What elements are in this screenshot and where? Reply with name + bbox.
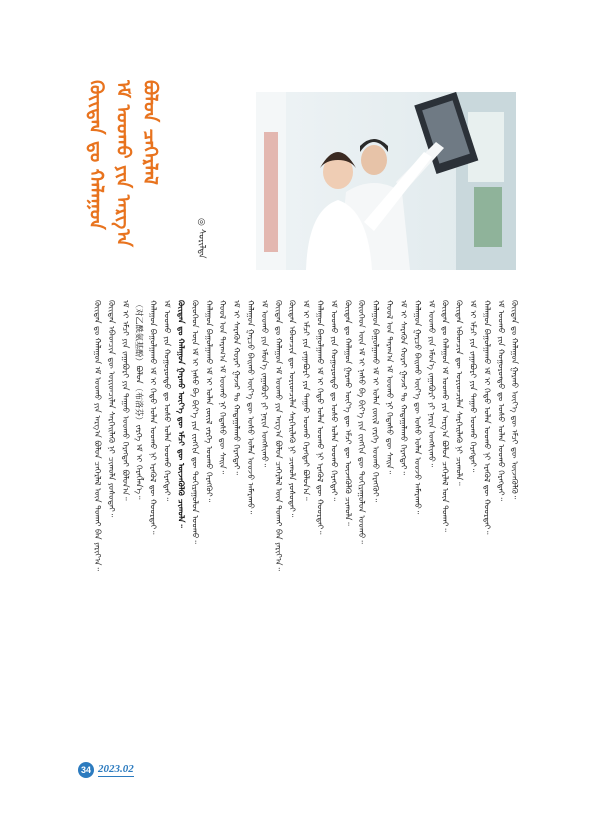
text-column: ᠡᠮ ᠤᠤᠬᠤ ᠶᠢᠨ ᠬᠣᠭᠣᠷᠣᠨᠳᠣ ᠳᠤ ᠤᠰᠤ ᠣᠯᠠᠨ ᠤᠤᠬᠤ ᠬᠡᠷᠡᠭᠲᠡᠢ᠃ (496, 300, 507, 501)
text-column: ᠬᠣᠣᠯ ᠤᠨ ᠳᠠᠷᠠᠭ᠎ᠠ ᠡᠮ ᠤᠤᠬᠤ ᠨᠢ ᠭᠡᠳᠡᠰᠦ ᠳᠦ ᠰᠠᠢᠨ᠃ (385, 300, 395, 475)
title-line-3: ᠪᠣᠯᠣᠨ ᠴᠡᠭᠡᠷᠯᠡᠯ (139, 80, 161, 185)
text-column: ᠡᠮ ᠤᠤᠬᠤ ᠶᠢᠨ ᠡᠮᠦᠨ᠎ᠡ ᠵᠠᠭᠠᠪᠤᠷᠢ ᠶᠢ ᠨᠠᠷᠢᠨ ᠤᠩᠰᠢᠬᠤ᠃ (426, 300, 437, 468)
title-line-2: ᠡᠮ ᠤᠤᠬᠤ ᠶᠢᠨ ᠠᠷᠭ᠎ᠠ (112, 80, 134, 247)
text-column: ᠡᠮ ᠢ ᠡᠮᠴᠢ ᠶᠢᠨ ᠵᠠᠭᠠᠪᠤᠷᠢ ᠶᠢᠨ ᠳᠠᠭᠠᠤ ᠤᠤᠬᠤ ᠬᠡᠷᠡᠭᠲᠡᠢ᠃ (468, 300, 479, 473)
text-column: ᠬᠠᠯᠠᠭᠤᠨ ᠪᠠᠭᠤᠯᠭᠠᠬᠤ ᠡᠮ ᠢ ᠬᠡᠲᠦ ᠣᠯᠠᠨ ᠤᠤᠬᠤ ᠨᠢ ᠡᠷᠡᠭᠦᠯ ᠳᠦ ᠬᠣᠣᠷᠲᠠᠢ᠃ (482, 300, 493, 535)
text-column: ᠬᠠᠯᠠᠭᠤᠨ ᠭᠠᠷᠴᠤ ᠪᠠᠢᠬᠤ ᠦᠶ᠎ᠡ ᠳᠦ ᠤᠰᠤ ᠣᠯᠠᠨ ᠤᠤᠵᠤ ᠠᠮᠠᠷᠠᠬᠤ᠃ (412, 300, 423, 515)
text-column: ᠡᠮ ᠤᠤᠬᠤ ᠶᠢᠨ ᠬᠣᠭᠣᠷᠣᠨᠳᠣ ᠳᠤ ᠤᠰᠤ ᠣᠯᠠᠨ ᠤᠤᠬᠤ ᠬᠡᠷᠡᠭᠲᠡᠢ᠃ (329, 300, 340, 501)
text-column: ᠬᠦᠦᠬᠡᠳ ᠦᠨ ᠡᠮ ᠢ ᠨᠠᠰᠤ ᠪᠠ ᠪᠢᠶ᠎ᠡ ᠶᠢᠨ ᠵᠢᠩᠬᠢᠨ ᠳᠦ ᠲᠣᠬᠢᠷᠠᠭᠤᠯᠤᠨ ᠤᠤᠬᠤ᠃ (190, 300, 201, 544)
text-column: ᠡᠮ ᠤᠤᠬᠤ ᠶᠢᠨ ᠬᠣᠭᠣᠷᠣᠨᠳᠣ ᠳᠤ ᠤᠰᠤ ᠣᠯᠠᠨ ᠤᠤᠬᠤ ᠬᠡᠷᠡᠭᠲᠡᠢ᠃ (162, 300, 173, 501)
text-column: ᠬᠦᠢᠲᠡᠨ ᠳᠤ ᠬᠠᠯᠠᠭᠤᠨ ᠡᠮ ᠤᠤᠬᠤ ᠶᠢᠨ ᠠᠷᠭ᠎ᠠ ᠪᠣᠯᠣᠨ ᠴᠡᠭᠡᠷᠯᠡᠯ ᠦᠨ ᠲᠤᠬᠠᠢ ᠪᠠᠨ ᠶᠠᠷᠢᠶ᠎ᠠ᠃ (273, 300, 284, 572)
text-column: ᠡᠮ ᠢ ᠰᠡᠷᠡᠭᠦᠨ ᠬᠤᠷᠠᠢ ᠭᠠᠵᠠᠷ ᠲᠤ ᠬᠠᠳᠠᠭᠠᠯᠠᠬᠤ ᠬᠡᠷᠡᠭᠲᠡᠢ᠃ (398, 300, 409, 476)
page-footer (78, 762, 134, 778)
text-column: ᠬᠦᠦᠬᠡᠳ ᠦᠨ ᠡᠮ ᠢ ᠨᠠᠰᠤ ᠪᠠ ᠪᠢᠶ᠎ᠡ ᠶᠢᠨ ᠵᠢᠩᠬᠢᠨ ᠳᠦ ᠲᠣᠬᠢᠷᠠᠭᠤᠯᠤᠨ ᠤᠤᠬᠤ᠃ (357, 300, 368, 544)
text-column: ᠡᠮ ᠢ ᠡᠮᠴᠢ ᠶᠢᠨ ᠵᠠᠭᠠᠪᠤᠷᠢ ᠶᠢᠨ ᠳᠠᠭᠠᠤ ᠤᠤᠬᠤ ᠬᠡᠷᠡᠭᠲᠡᠢ ᠪᠣᠯᠤᠨ᠎ᠠ᠃ (301, 300, 312, 501)
text-column: ᠬᠠᠯᠠᠭᠤᠨ ᠪᠠᠭᠤᠯᠭᠠᠬᠤ ᠡᠮ ᠢ ᠬᠡᠲᠦ ᠣᠯᠠᠨ ᠤᠤᠬᠤ ᠨᠢ ᠡᠷᠡᠭᠦᠯ ᠳᠦ ᠬᠣᠣᠷᠲᠠᠢ᠃ (315, 300, 326, 535)
text-column: ᠬᠣᠣᠯ ᠤᠨ ᠳᠠᠷᠠᠭ᠎ᠠ ᠡᠮ ᠤᠤᠬᠤ ᠨᠢ ᠭᠡᠳᠡᠰᠦ ᠳᠦ ᠰᠠᠢᠨ᠃ (218, 300, 229, 475)
text-column: ᠡᠮ ᠤᠤᠬᠤ ᠶᠢᠨ ᠡᠮᠦᠨ᠎ᠡ ᠵᠠᠭᠠᠪᠤᠷᠢ ᠶᠢ ᠨᠠᠷᠢᠨ ᠤᠩᠰᠢᠬᠤ᠃ (259, 300, 270, 468)
text-column: ᠬᠠᠯᠠᠭᠤᠨ ᠪᠠᠭᠤᠯᠭᠠᠬᠤ ᠡᠮ ᠢ ᠬᠡᠲᠦ ᠣᠯᠠᠨ ᠤᠤᠬᠤ ᠨᠢ ᠡᠷᠡᠭᠦᠯ ᠳᠦ ᠬᠣᠣᠷᠲᠠᠢ᠃ (148, 300, 159, 535)
article-title (84, 80, 162, 310)
text-column: ᠬᠦᠢᠲᠡᠨ ᠳᠤ ᠬᠠᠯᠠᠭᠤᠨ ᠭᠠᠷᠬᠤ ᠦᠶ᠎ᠡ ᠳᠦ ᠡᠮᠴᠢ ᠳᠦ ᠦᠵᠡᠭᠦᠯᠬᠦ ᠴᠢᠬᠤᠯᠠ᠃ (343, 300, 354, 526)
section-heading: ᠬᠦᠢᠲᠡᠨ ᠳᠤ ᠬᠠᠯᠠᠭᠤᠨ ᠭᠠᠷᠬᠤ ᠦᠶ᠎ᠡ ᠳᠦ ᠡᠮᠴᠢ ᠳᠦ ᠦᠵᠡᠭᠦᠯᠬᠦ ᠴᠢᠬᠤᠯᠠ᠃ (176, 300, 187, 528)
text-column: ᠬᠠᠯᠠᠭᠤᠨ ᠪᠠᠭᠤᠯᠭᠠᠬᠤ ᠡᠮ ᠢ ᠣᠯᠠᠨ ᠵᠦᠢᠯ ᠵᠡᠷᠭᠡ ᠤᠤᠬᠤ ᠬᠡᠷᠡᠭᠭᠦᠢ᠃ (371, 300, 382, 503)
text-column: ᠬᠦᠢᠲᠡᠨ ᠳᠤ ᠬᠠᠯᠠᠭᠤᠨ ᠡᠮ ᠤᠤᠬᠤ ᠶᠢᠨ ᠠᠷᠭ᠎ᠠ ᠪᠣᠯᠣᠨ ᠴᠡᠭᠡᠷᠯᠡᠯ ᠦᠨ ᠲᠤᠬᠠᠢ ᠪᠠᠨ ᠶᠠᠷᠢᠶ᠎ᠠ᠃ (93, 300, 103, 572)
article-body (92, 300, 520, 742)
doctors-photo (256, 92, 516, 270)
issue-label: 2023.02 (98, 763, 134, 775)
page-number: 34 (78, 762, 94, 778)
text-column: ᠬᠦᠢᠲᠡᠨ ᠳᠤ ᠬᠠᠯᠠᠭᠤᠨ ᠡᠮ ᠤᠤᠬᠤ ᠶᠢᠨ ᠠᠷᠭ᠎ᠠ ᠪᠣᠯᠣᠨ ᠴᠡᠭᠡᠷᠯᠡᠯ ᠦᠨ ᠲᠤᠬᠠᠢ᠃ (440, 300, 451, 532)
doctors-examining-xray-photo (256, 92, 516, 270)
text-column: ᠬᠦᠢᠲᠡᠨ ᠳᠤ ᠬᠠᠯᠠᠭᠤᠨ ᠭᠠᠷᠬᠤ ᠦᠶ᠎ᠡ ᠳᠦ ᠡᠮᠴᠢ ᠳᠦ ᠦᠵᠡᠭᠦᠯᠬᠦ᠃ (510, 300, 520, 500)
author-byline: ◎ ᠰᠣᠷᠢᠯᠲᠠ (196, 218, 206, 259)
text-column: （对乙酰氨基酚）ᠪᠣᠯᠤᠨ（布洛芬）ᠵᠡᠷᠭᠡ ᠡᠮ ᠢ ᠬᠡᠷᠡᠭᠯᠡᠨ᠎ᠡ᠃ (134, 300, 145, 500)
text-column: ᠬᠦᠢᠲᠡᠨ ᠡᠪᠡᠳᠴᠢᠨ ᠳᠦ ᠤᠷᠢᠳᠴᠢᠯᠠᠨ ᠰᠡᠷᠭᠡᠢᠯᠡᠬᠦ ᠨᠢ ᠴᠢᠬᠤᠯᠠ ᠶᠣᠰᠣᠲᠠᠢ᠃ (106, 300, 117, 518)
title-line-1: ᠬᠦᠢᠲᠡᠨ ᠳᠤ ᠬᠠᠯᠠᠭᠤᠨ (85, 80, 107, 230)
text-column: ᠬᠠᠯᠠᠭᠤᠨ ᠪᠠᠭᠤᠯᠭᠠᠬᠤ ᠡᠮ ᠢ ᠣᠯᠠᠨ ᠵᠦᠢᠯ ᠵᠡᠷᠭᠡ ᠤᠤᠬᠤ ᠬᠡᠷᠡᠭᠭᠦᠢ᠃ (204, 300, 215, 503)
text-column: ᠡᠮ ᠢ ᠰᠡᠷᠡᠭᠦᠨ ᠬᠤᠷᠠᠢ ᠭᠠᠵᠠᠷ ᠲᠤ ᠬᠠᠳᠠᠭᠠᠯᠠᠬᠤ ᠬᠡᠷᠡᠭᠲᠡᠢ᠃ (232, 300, 242, 476)
text-column: ᠡᠮ ᠢ ᠡᠮᠴᠢ ᠶᠢᠨ ᠵᠠᠭᠠᠪᠤᠷᠢ ᠶᠢᠨ ᠳᠠᠭᠠᠤ ᠤᠤᠬᠤ ᠬᠡᠷᠡᠭᠲᠡᠢ ᠪᠣᠯᠤᠨ᠎ᠠ᠃ (120, 300, 131, 501)
text-column: ᠬᠦᠢᠲᠡᠨ ᠡᠪᠡᠳᠴᠢᠨ ᠳᠦ ᠤᠷᠢᠳᠴᠢᠯᠠᠨ ᠰᠡᠷᠭᠡᠢᠯᠡᠬᠦ ᠨᠢ ᠴᠢᠬᠤᠯᠠ ᠶᠣᠰᠣᠲᠠᠢ᠃ (287, 300, 298, 518)
text-column: ᠬᠦᠢᠲᠡᠨ ᠡᠪᠡᠳᠴᠢᠨ ᠳᠦ ᠤᠷᠢᠳᠴᠢᠯᠠᠨ ᠰᠡᠷᠭᠡᠢᠯᠡᠬᠦ ᠨᠢ ᠴᠢᠬᠤᠯᠠ᠃ (454, 300, 465, 486)
text-column: ᠬᠠᠯᠠᠭᠤᠨ ᠭᠠᠷᠴᠤ ᠪᠠᠢᠬᠤ ᠦᠶ᠎ᠡ ᠳᠦ ᠤᠰᠤ ᠣᠯᠠᠨ ᠤᠤᠵᠤ ᠠᠮᠠᠷᠠᠬᠤ᠃ (245, 300, 256, 515)
